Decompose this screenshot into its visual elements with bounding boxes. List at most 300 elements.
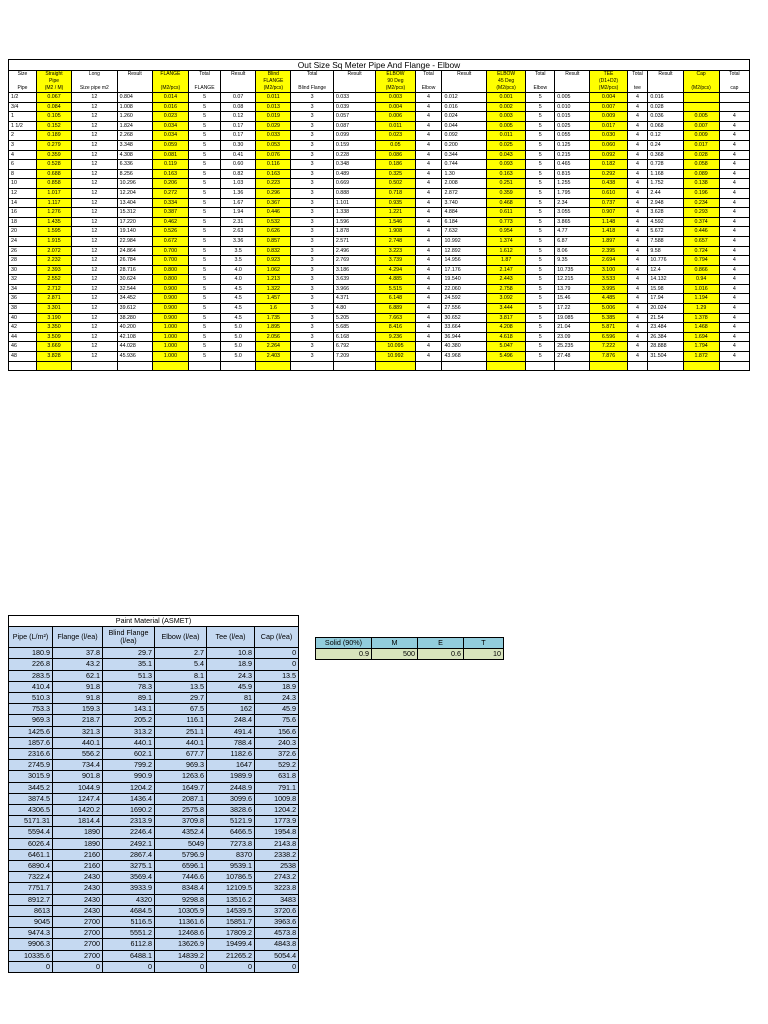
table-cell: 6	[9, 160, 37, 170]
paint-cell: 321.3	[53, 726, 103, 737]
table-cell	[9, 361, 37, 371]
paint-cell: 78.3	[103, 681, 155, 692]
table-cell: 4	[627, 121, 648, 131]
table-cell: 12	[72, 179, 118, 189]
paint-cell: 372.6	[255, 749, 299, 760]
table-cell: 4	[719, 150, 749, 160]
table-cell	[683, 102, 719, 112]
header-cell	[555, 78, 590, 85]
header-cell	[555, 85, 590, 93]
table-cell: 4	[627, 131, 648, 141]
paint-cell: 3963.6	[255, 917, 299, 928]
table-cell: 3.639	[333, 275, 375, 285]
paint-cell: 62.1	[53, 670, 103, 681]
paint-cell: 2575.8	[155, 805, 207, 816]
table-cell: 0.105	[36, 112, 71, 122]
table-cell	[72, 361, 118, 371]
table-cell: 0.044	[442, 121, 486, 131]
table-cell: 0.009	[683, 131, 719, 141]
table-cell: 1.872	[683, 352, 719, 362]
table-cell: 5	[189, 102, 221, 112]
paint-cell: 2338.2	[255, 849, 299, 860]
table-cell: 8.06	[555, 246, 590, 256]
header-cell: Blind	[256, 71, 291, 79]
paint-cell: 753.3	[9, 704, 53, 715]
table-cell: 5	[526, 265, 555, 275]
paint-cell: 8.1	[155, 670, 207, 681]
table-cell: 5.496	[486, 352, 525, 362]
table-cell: 12	[72, 131, 118, 141]
table-cell: 5	[526, 313, 555, 323]
paint-cell: 240.3	[255, 737, 299, 748]
table-cell: 0.368	[648, 150, 683, 160]
paint-cell: 3720.6	[255, 905, 299, 916]
table-cell: 4	[627, 275, 648, 285]
paint-cell: 8912.7	[9, 894, 53, 905]
table-row	[9, 246, 750, 256]
table-cell: 4	[9, 150, 37, 160]
header-cell: Blind Flange	[291, 85, 333, 93]
table-row	[9, 332, 750, 342]
header-cell	[117, 85, 152, 93]
header-cell: ELBOW	[486, 71, 525, 79]
table-cell: 0.532	[256, 217, 291, 227]
table-cell: 4.5	[221, 294, 256, 304]
table-cell: 1.276	[36, 208, 71, 218]
header-cell: (M2/pcs)	[376, 85, 415, 93]
paint-cell: 13.5	[155, 681, 207, 692]
paint-cell: 2743.2	[255, 872, 299, 883]
table-cell: 12	[72, 169, 118, 179]
header-cell: Total	[189, 71, 221, 79]
paint-cell: 1690.2	[103, 805, 155, 816]
paint-cell: 529.2	[255, 760, 299, 771]
paint-cell: 1009.8	[255, 793, 299, 804]
table-cell: 12	[72, 160, 118, 170]
header-cell: FLANGE	[189, 85, 221, 93]
paint-cell: 14839.2	[155, 950, 207, 961]
paint-cell: 21265.2	[207, 950, 255, 961]
table-cell: 0.82	[221, 169, 256, 179]
table-cell: 4	[415, 198, 442, 208]
header-cell	[648, 85, 683, 93]
table-cell: 4	[415, 217, 442, 227]
table-cell: 0.468	[486, 198, 525, 208]
table-cell: 4	[415, 121, 442, 131]
paint-cell: 6596.1	[155, 861, 207, 872]
table-cell: 12	[72, 284, 118, 294]
table-cell: 3	[291, 236, 333, 246]
table-cell: 21.54	[648, 313, 683, 323]
table-cell: 31.504	[648, 352, 683, 362]
table-cell: 4	[627, 160, 648, 170]
table-cell: 2.712	[36, 284, 71, 294]
table-cell: 0.034	[152, 121, 188, 131]
table-cell: 4	[415, 246, 442, 256]
paint-cell: 18.9	[207, 659, 255, 670]
table-cell: 12	[72, 188, 118, 198]
table-cell: 4.80	[333, 304, 375, 314]
header-row	[9, 85, 750, 93]
table-cell: 38	[9, 304, 37, 314]
paint-row	[9, 827, 299, 838]
table-cell: 2.147	[486, 265, 525, 275]
header-cell: (M2/pcs)	[256, 85, 291, 93]
paint-cell: 3874.5	[9, 793, 53, 804]
table-cell: 3.190	[36, 313, 71, 323]
paint-cell: 1954.8	[255, 827, 299, 838]
table-cell: 1	[9, 112, 37, 122]
table-cell: 4	[415, 93, 442, 103]
paint-material-table	[8, 615, 299, 973]
header-cell: Cap	[683, 71, 719, 79]
table-cell: 3	[291, 208, 333, 218]
paint-cell: 1647	[207, 760, 255, 771]
table-cell: 8.416	[376, 323, 415, 333]
table-cell	[36, 361, 71, 371]
paint-cell: 14539.5	[207, 905, 255, 916]
table-cell: 0.081	[152, 150, 188, 160]
table-cell: 0.359	[36, 150, 71, 160]
table-cell: 0.610	[590, 188, 627, 198]
table-cell: 0.093	[486, 160, 525, 170]
paint-cell: 2745.9	[9, 760, 53, 771]
table-row	[9, 323, 750, 333]
table-row	[9, 112, 750, 122]
table-cell: 4	[719, 265, 749, 275]
table-cell: 14.956	[442, 256, 486, 266]
table-cell: 5	[189, 131, 221, 141]
pipe-flange-elbow-table	[8, 59, 750, 371]
table-cell: 0.348	[333, 160, 375, 170]
table-cell: 4	[627, 342, 648, 352]
table-cell: 0.005	[555, 93, 590, 103]
paint-cell: 990.9	[103, 771, 155, 782]
table-cell: 44	[9, 332, 37, 342]
table-cell: 0.015	[555, 112, 590, 122]
table-cell: 5.685	[333, 323, 375, 333]
paint-cell: 51.3	[103, 670, 155, 681]
table-cell: 26	[9, 246, 37, 256]
table-cell: 1.213	[256, 275, 291, 285]
table-cell: 2.232	[36, 256, 71, 266]
table-cell: 12	[72, 294, 118, 304]
paint-cell: 2538	[255, 861, 299, 872]
table-cell: 0.024	[442, 112, 486, 122]
table-cell: 1.378	[683, 313, 719, 323]
paint-cell: 2.7	[155, 648, 207, 659]
table-cell: 4	[415, 160, 442, 170]
table-cell: 4.371	[333, 294, 375, 304]
table-cell: 16	[9, 208, 37, 218]
table-cell: 2.63	[221, 227, 256, 237]
paint-row	[9, 737, 299, 748]
table-cell: 1.260	[117, 112, 152, 122]
table-cell	[256, 361, 291, 371]
paint-header-cell: Blind Flange (l/ea)	[103, 627, 155, 648]
table-cell: 2.008	[442, 179, 486, 189]
table-cell: 0.055	[555, 131, 590, 141]
paint-cell: 0	[255, 648, 299, 659]
table-cell: 4	[719, 160, 749, 170]
table-cell: 0.196	[683, 188, 719, 198]
paint-cell: 2316.6	[9, 749, 53, 760]
table-cell: 0.800	[152, 275, 188, 285]
solid-parameters-table	[315, 637, 504, 660]
paint-row	[9, 693, 299, 704]
table-cell: 3	[291, 265, 333, 275]
table-cell: 0.296	[256, 188, 291, 198]
table-cell	[555, 361, 590, 371]
paint-header-cell: Elbow (l/ea)	[155, 627, 207, 648]
table-cell: 0.737	[590, 198, 627, 208]
table-cell: 0.005	[683, 112, 719, 122]
table-cell: 0.189	[36, 131, 71, 141]
table-cell: 12	[72, 265, 118, 275]
table-cell: 4	[415, 323, 442, 333]
table-cell: 1.338	[333, 208, 375, 218]
paint-cell: 45.9	[207, 681, 255, 692]
table-cell: 12	[72, 140, 118, 150]
table-cell: 0.019	[256, 112, 291, 122]
table-cell: 1.752	[648, 179, 683, 189]
header-cell: (D1+D2)	[590, 78, 627, 85]
table-cell: 5.0	[221, 342, 256, 352]
paint-cell: 6112.8	[103, 939, 155, 950]
paint-cell: 5116.5	[103, 917, 155, 928]
table-cell: 1.735	[256, 313, 291, 323]
paint-cell: 19499.4	[207, 939, 255, 950]
paint-cell: 1890	[53, 827, 103, 838]
paint-cell: 116.1	[155, 715, 207, 726]
table-cell: 0.076	[256, 150, 291, 160]
header-cell	[189, 78, 221, 85]
table-cell: 5	[526, 102, 555, 112]
table-cell: 1.322	[256, 284, 291, 294]
paint-cell: 901.8	[53, 771, 103, 782]
table-cell: 17.22	[555, 304, 590, 314]
paint-cell: 3015.9	[9, 771, 53, 782]
table-cell: 7.588	[648, 236, 683, 246]
table-cell: 4	[719, 188, 749, 198]
table-cell: 0.334	[152, 198, 188, 208]
table-cell	[291, 361, 333, 371]
table-row	[9, 93, 750, 103]
header-cell: FLANGE	[256, 78, 291, 85]
paint-row	[9, 939, 299, 950]
table-cell: 3.350	[36, 323, 71, 333]
table-cell: 22.984	[117, 236, 152, 246]
paint-cell: 2700	[53, 939, 103, 950]
table-cell: 4	[627, 352, 648, 362]
table-cell: 1.000	[152, 323, 188, 333]
table-cell: 3	[9, 140, 37, 150]
table-cell: 7.209	[333, 352, 375, 362]
table-cell: 4.77	[555, 227, 590, 237]
table-cell: 4	[415, 304, 442, 314]
paint-cell: 18.9	[255, 681, 299, 692]
paint-cell: 15851.7	[207, 917, 255, 928]
header-cell: 45 Deg	[486, 78, 525, 85]
table-cell: 2.264	[256, 342, 291, 352]
table-cell: 1.457	[256, 294, 291, 304]
paint-cell: 0	[255, 659, 299, 670]
paint-cell: 0	[155, 961, 207, 972]
table-cell: 0.009	[590, 112, 627, 122]
paint-cell: 75.6	[255, 715, 299, 726]
table-cell: 0.025	[555, 121, 590, 131]
table-cell: 5.515	[376, 284, 415, 294]
table-cell: 0.163	[486, 169, 525, 179]
table-cell: 2.31	[221, 217, 256, 227]
table-cell: 1.117	[36, 198, 71, 208]
table-cell: 0.700	[152, 256, 188, 266]
table-cell: 10.776	[648, 256, 683, 266]
paint-cell: 631.8	[255, 771, 299, 782]
table-cell: 5	[189, 275, 221, 285]
table-cell: 0.12	[221, 112, 256, 122]
table-cell: 4	[627, 304, 648, 314]
table-cell: 1.67	[221, 198, 256, 208]
table-row	[9, 169, 750, 179]
table-cell: 7.632	[442, 227, 486, 237]
table-cell: 9.35	[555, 256, 590, 266]
table-cell: 0.626	[256, 227, 291, 237]
table-cell: 5.871	[590, 323, 627, 333]
table-cell: 3.186	[333, 265, 375, 275]
table-cell: 32	[9, 275, 37, 285]
paint-cell: 13516.2	[207, 894, 255, 905]
table-cell: 10.296	[117, 179, 152, 189]
paint-row	[9, 670, 299, 681]
paint-cell: 0	[255, 961, 299, 972]
paint-header-cell: Tee (l/ea)	[207, 627, 255, 648]
table-cell: 0.067	[36, 93, 71, 103]
table-cell: 2.571	[333, 236, 375, 246]
header-cell	[719, 78, 749, 85]
table-cell: 3	[291, 352, 333, 362]
table-row	[9, 227, 750, 237]
table-cell: 0.657	[683, 236, 719, 246]
table-cell: 30.624	[117, 275, 152, 285]
paint-row	[9, 771, 299, 782]
table-cell: 1.30	[442, 169, 486, 179]
table-cell: 4	[415, 265, 442, 275]
table-cell: 0.010	[555, 102, 590, 112]
table-cell: 5	[189, 342, 221, 352]
paint-cell: 4843.8	[255, 939, 299, 950]
table-cell: 0.036	[648, 112, 683, 122]
paint-cell: 556.2	[53, 749, 103, 760]
table-cell: 1.03	[221, 179, 256, 189]
table-cell: 0.012	[442, 93, 486, 103]
table-cell: 3	[291, 169, 333, 179]
table-cell: 2.872	[442, 188, 486, 198]
table-cell: 4	[415, 102, 442, 112]
table-cell: 0.092	[590, 150, 627, 160]
paint-row	[9, 861, 299, 872]
paint-cell: 2430	[53, 905, 103, 916]
table-cell: 0.804	[117, 93, 152, 103]
table-cell: 9.58	[648, 246, 683, 256]
table-cell: 0.900	[152, 294, 188, 304]
table-cell: 2.403	[256, 352, 291, 362]
table-cell: 4.5	[221, 284, 256, 294]
table-cell: 48	[9, 352, 37, 362]
table-cell: 4	[415, 313, 442, 323]
paint-cell: 5049	[155, 838, 207, 849]
table-cell: 0.374	[683, 217, 719, 227]
table-cell: 4.0	[221, 265, 256, 275]
table-cell: 18	[9, 217, 37, 227]
header-cell	[333, 78, 375, 85]
table-cell: 0.94	[683, 275, 719, 285]
table-row	[9, 361, 750, 371]
table-cell: 3	[291, 131, 333, 141]
table-cell: 36.944	[442, 332, 486, 342]
paint-row	[9, 648, 299, 659]
table-cell: 10	[9, 179, 37, 189]
table-cell: 3.5	[221, 246, 256, 256]
table-cell: 1.94	[221, 208, 256, 218]
solid-header-cell: E	[418, 638, 464, 649]
header-cell: Result	[117, 71, 152, 79]
paint-cell: 0	[53, 961, 103, 972]
paint-row	[9, 793, 299, 804]
table-cell: 4	[415, 150, 442, 160]
table-cell: 0.611	[486, 208, 525, 218]
paint-cell: 1247.4	[53, 793, 103, 804]
table-cell: 5	[526, 323, 555, 333]
table-cell: 2.948	[648, 198, 683, 208]
table-cell: 23.09	[555, 332, 590, 342]
table-cell: 0.465	[555, 160, 590, 170]
header-cell: (M2/pcs)	[486, 85, 525, 93]
table-cell: 4.308	[117, 150, 152, 160]
table-cell: 0.028	[648, 102, 683, 112]
table-cell: 1.794	[683, 342, 719, 352]
table-cell: 3	[291, 313, 333, 323]
paint-cell: 6026.4	[9, 838, 53, 849]
table-cell: 4	[627, 227, 648, 237]
table-cell: 2.056	[256, 332, 291, 342]
solid-header-cell: T	[464, 638, 504, 649]
paint-cell: 24.3	[255, 693, 299, 704]
table-cell: 5	[526, 275, 555, 285]
paint-cell: 8370	[207, 849, 255, 860]
paint-cell: 1857.6	[9, 737, 53, 748]
table-cell: 3	[291, 256, 333, 266]
table-cell: 6.792	[333, 342, 375, 352]
table-cell: 0.724	[683, 246, 719, 256]
table-row	[9, 179, 750, 189]
table-cell: 0.028	[683, 150, 719, 160]
solid-value-cell: 10	[464, 649, 504, 660]
table-cell: 1.062	[256, 265, 291, 275]
table-cell: 4.884	[442, 208, 486, 218]
table-cell: 4	[415, 352, 442, 362]
table-cell: 5	[189, 150, 221, 160]
table-cell: 1 1/2	[9, 121, 37, 131]
table-cell: 0.907	[590, 208, 627, 218]
header-cell: Result	[333, 71, 375, 79]
table-cell: 7.663	[376, 313, 415, 323]
paint-cell: 6466.5	[207, 827, 255, 838]
table-cell: 0.001	[486, 93, 525, 103]
table-cell	[719, 93, 749, 103]
table-cell: 0.672	[152, 236, 188, 246]
table-cell: 2.395	[590, 246, 627, 256]
